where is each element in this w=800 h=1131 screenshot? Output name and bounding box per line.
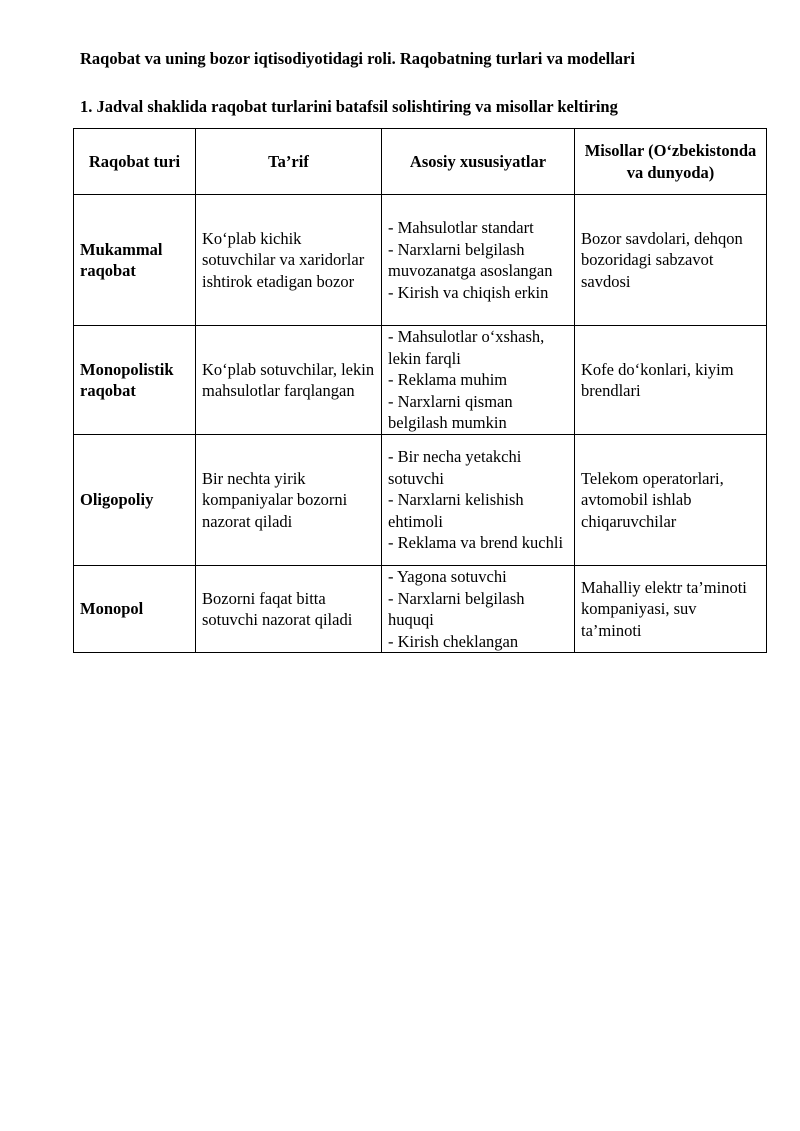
feature-item: - Kirish cheklangan	[388, 631, 519, 651]
column-header-definition: Ta’rif	[196, 129, 382, 195]
competition-type-cell: Oligopoliy	[74, 435, 196, 566]
feature-item: - Narxlarni belgilash huquqi	[388, 588, 525, 629]
feature-item: - Kirish va chiqish erkin	[388, 282, 549, 302]
feature-item: - Yagona sotuvchi	[388, 567, 507, 586]
definition-cell: Bir nechta yirik kompaniyalar bozorni nazorat qiladi	[196, 435, 382, 566]
features-cell	[382, 566, 575, 653]
feature-item: - Bir necha yetakchi sotuvchi	[388, 447, 522, 488]
column-header-features: Asosiy xususiyatlar	[382, 129, 575, 195]
section-title: 1. Jadval shaklida raqobat turlarini batafsil solishtiring va misollar keltiring	[80, 97, 618, 116]
definition-cell: Ko‘plab sotuvchilar, lekin mahsulotlar farqlangan	[196, 326, 382, 435]
competition-comparison-table	[73, 128, 767, 653]
examples-cell: Telekom operatorlari, avtomobil ishlab chiqaruvchilar	[575, 435, 767, 566]
feature-item: - Reklama muhim	[388, 370, 508, 390]
column-header-examples: Misollar (O‘zbekistonda va dunyoda)	[575, 129, 767, 195]
competition-type-cell: Monopolistik raqobat	[74, 326, 196, 435]
definition-cell: Bozorni faqat bitta sotuvchi nazorat qiladi	[196, 566, 382, 653]
feature-item: - Narxlarni belgilash muvozanatga asoslangan	[388, 239, 553, 280]
features-cell	[382, 195, 575, 326]
features-cell	[382, 326, 575, 435]
feature-item: - Reklama va brend kuchli	[388, 533, 564, 553]
feature-item: - Narxlarni kelishish ehtimoli	[388, 490, 524, 531]
table-row	[74, 435, 767, 566]
competition-type-cell: Mukammal raqobat	[74, 195, 196, 326]
document-title: Raqobat va uning bozor iqtisodiyotidagi roli. Raqobatning turlari va modellari	[80, 49, 635, 68]
examples-cell: Kofe do‘konlari, kiyim brendlari	[575, 326, 767, 435]
column-header-type: Raqobat turi	[74, 129, 196, 195]
feature-item: - Mahsulotlar standart	[388, 218, 534, 237]
table-row	[74, 195, 767, 326]
feature-item: - Narxlarni qisman belgilash mumkin	[388, 391, 513, 433]
examples-cell: Mahalliy elektr ta’minoti kompaniyasi, suv ta’minoti	[575, 566, 767, 653]
definition-cell: Ko‘plab kichik sotuvchilar va xaridorlar ishtirok etadigan bozor	[196, 195, 382, 326]
table-row	[74, 326, 767, 435]
competition-type-cell: Monopol	[74, 566, 196, 653]
feature-item: - Mahsulotlar o‘xshash, lekin farqli	[388, 327, 545, 368]
table-header-row	[74, 129, 767, 195]
examples-cell: Bozor savdolari, dehqon bozoridagi sabzavot savdosi	[575, 195, 767, 326]
table-row	[74, 566, 767, 653]
features-cell	[382, 435, 575, 566]
